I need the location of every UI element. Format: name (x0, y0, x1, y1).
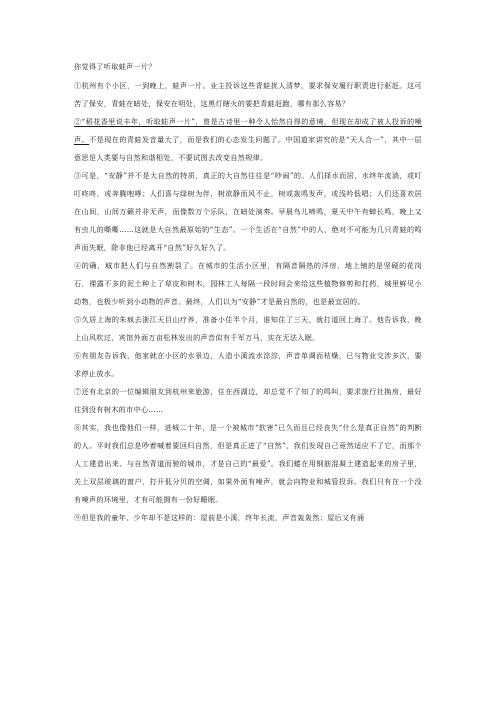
paragraph-7-text: ⑦还有北京的一位编辑朋友到杭州来旅游，住在西湖边，却总觉不了知了的鸣叫，要求旅行社换房，最好住到没有树木的市中心…… (74, 387, 422, 414)
paragraph-7 (74, 383, 422, 419)
paragraph-1 (74, 77, 422, 113)
paragraph-3-text: ③可是，“安静”并不是大自然的特质，真正的大自然往往是“吵闹”的。人们择水而居，水终年流淌，或叮叮咚咚，或奔腾咆哮；人们喜与绿树为伴，树欲静而风不止，树或轰鸣发声，或浅吟低唱；人们还喜欢居在山间，山间万籁并非无声，而像数万个乐队，在暗处演奏。早晨鸟儿啼鸣，夏天中午有蝉长鸣，晚上又有虫儿的嘶嘶……这就是大自然最原始的“生态”。一个生活在“自然”中的人，绝对不可能为几只青蛙的鸣声而失眠，除非他已经离开“自然”好久好久了。 (74, 171, 422, 252)
paragraph-1-text: ①杭州有个小区，一到晚上，蛙声一片。业主投诉这些青蛙扰人清梦，要求保安履行职责进行驱赶。这可苦了保安，青蛙在暗处，保安在明处，这黑灯瞎火的要把青蛙赶跑，哪有那么容易？ (74, 81, 422, 108)
document-body (74, 58, 422, 527)
paragraph-6-text: ⑥有朋友告诉我，他家就在小区的水景边，人造小溪流水淙淙，声音单调而枯燥，已与物业交涉多次，要求停止放水。 (74, 351, 422, 378)
paragraph-4-text: ④的确，城市把人们与自然割裂了。在城市的生活小区里，有隔音隔热的洋房，地上铺的是坚硬的花岗石，裸露不多的泥土种上了草皮和树木，园林工人每隔一段时间会来给这些植物修剪和打药，城里鲜见小动物，也极少听到小动物的声音。最终，人们以为“安静”才是最自然的，也是最宜居的。 (74, 261, 422, 306)
paragraph-5 (74, 311, 422, 347)
paragraph-4 (74, 257, 422, 311)
paragraph-6 (74, 347, 422, 383)
paragraph-9 (74, 509, 422, 527)
paragraph-2 (74, 113, 422, 167)
paragraph-9-text: ⑨但是我的童年、少年却不是这样的：屋前是小溪，终年长流，声音轰轰然；屋后又有涌 (74, 513, 365, 522)
paragraph-8 (74, 419, 422, 509)
paragraph-8-text: ⑧其实，我也像他们一样，进城二十年，是一个被城市“软害”已久而且已经丧失“什么是真正自然”的判断的人。平时我们总是吵着喊着要回归自然，但是真正进了“自然”，我们发现自己竟然适应不了它，而那个人工建造出来、与自然背道而驰的城市，才是自己的“最爱”。我们蜷在用钢筋混凝土建造起来的房子里，关上双层玻璃的窗户，打开低分贝的空调，如果外面有噪声，就会向物业和城管投诉。我们只有在一个没有噪声的环境里，才有可能拥有一份好睡眠。 (74, 423, 422, 504)
paragraph-5-text: ⑤久居上海的朱疯去浙江天目山疗养，准备小住半个月，谁知住了三天，就打道回上海了。他告诉我，晚上山风吹过，宾馆外面万亩松林发出的声音似有千军万马，实在无法入眠。 (74, 315, 422, 342)
paragraph-2-text: 不是现在的青蛙发音量大了，而是我们的心态发生问题了。中国道家讲究的是“天人合一”，其中一层意思是人类要与自然和谐相处，不要试图去改变自然规律。 (74, 135, 422, 162)
document-title: 你觉得了听取蛙声一片？ (74, 62, 156, 71)
paragraph-3 (74, 167, 422, 257)
paragraph-2-underlined-text: ②“稻花香里说丰年，听取蛙声一片”，曾是古诗里一种令人怡然自得的意境，但现在却成了被人投诉的噪声。 (74, 117, 422, 144)
